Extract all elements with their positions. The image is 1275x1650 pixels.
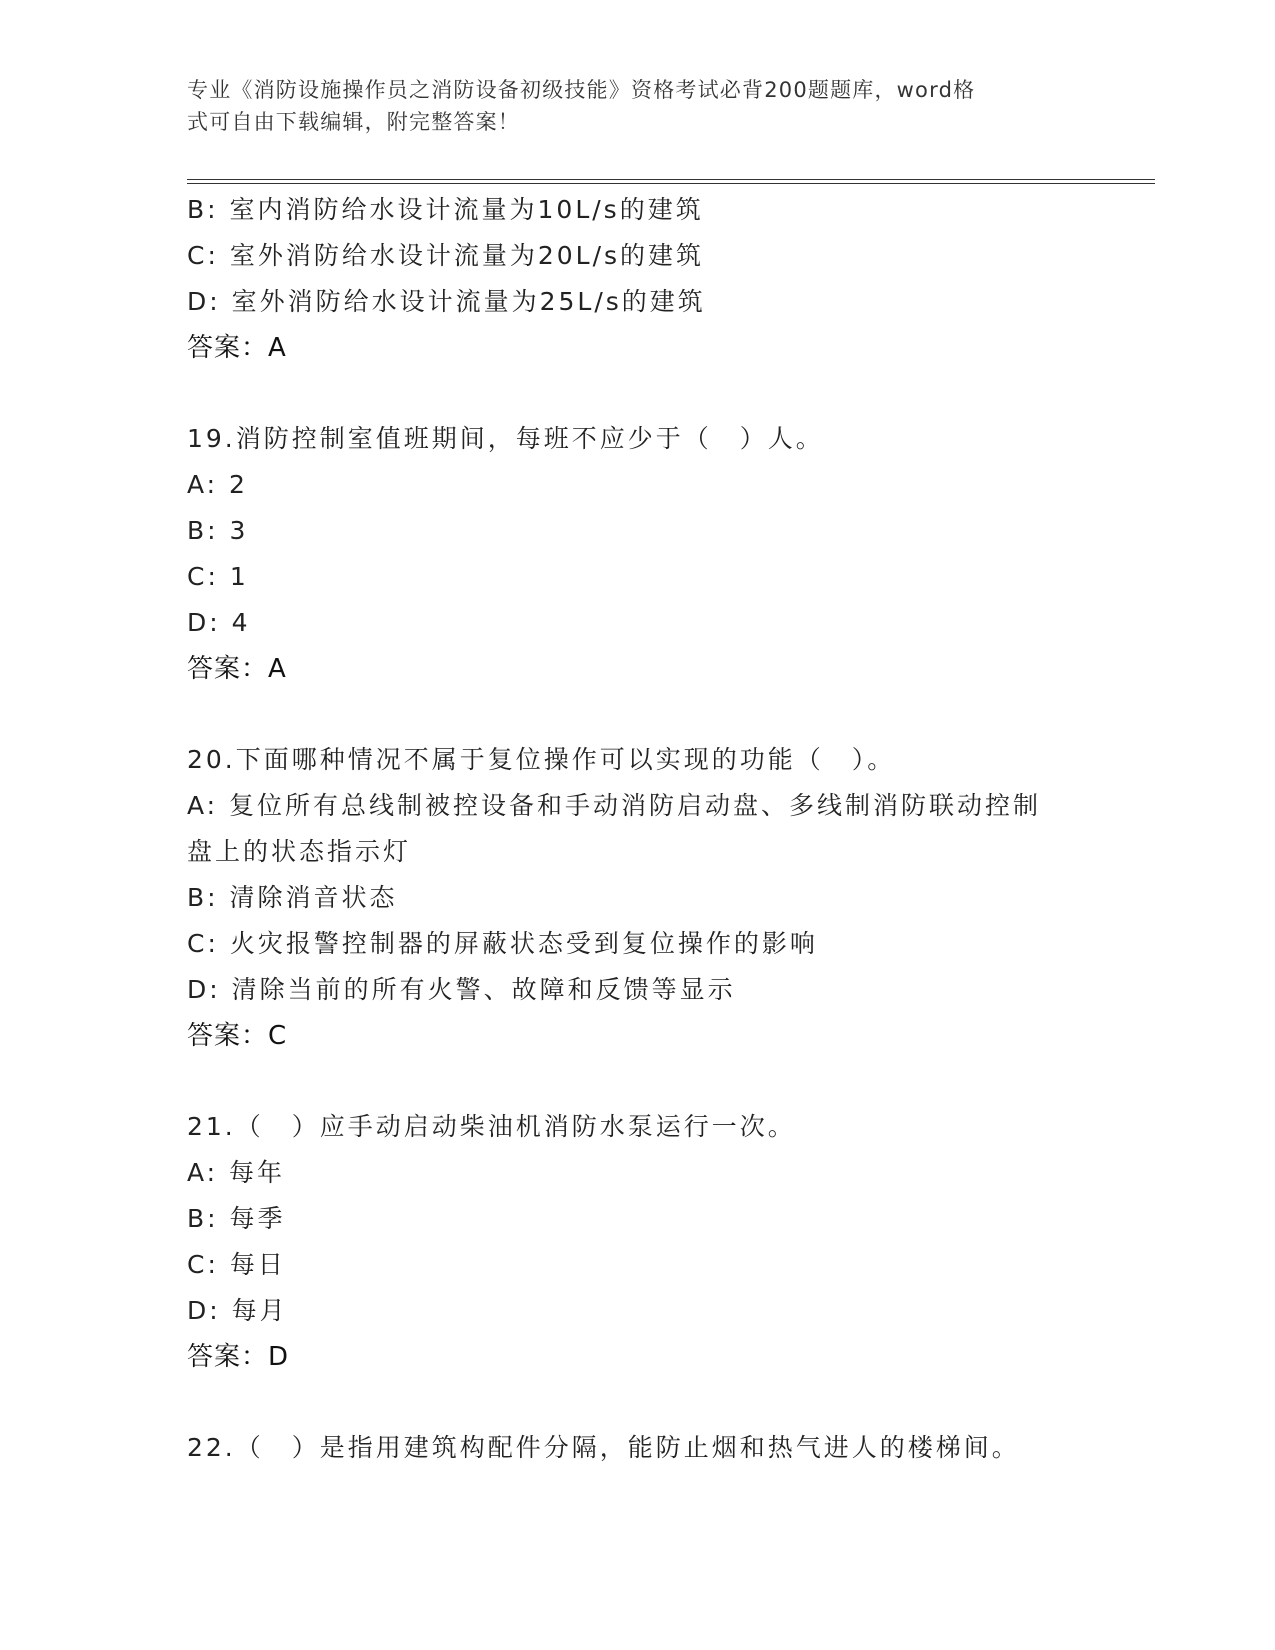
option-c: C: 室外消防给水设计流量为20L/s的建筑 xyxy=(187,241,705,270)
option-b: B: 室内消防给水设计流量为10L/s的建筑 xyxy=(187,195,704,224)
header-rule-bottom xyxy=(187,183,1155,184)
question-stem: 19.消防控制室值班期间，每班不应少于（ ）人。 xyxy=(187,424,824,453)
answer-line: 答案：A xyxy=(187,654,287,684)
option-a: A: 每年 xyxy=(187,1158,286,1187)
option-a: A: 复位所有总线制被控设备和手动消防启动盘、多线制消防联动控制盘上的状态指示灯 xyxy=(187,791,1042,866)
question-20 xyxy=(187,737,1087,1059)
question-19 xyxy=(187,416,1087,692)
header-rule-top xyxy=(187,179,1155,180)
option-c: C: 火灾报警控制器的屏蔽状态受到复位操作的影响 xyxy=(187,929,818,958)
answer-line: 答案：A xyxy=(187,333,287,363)
answer-line: 答案：D xyxy=(187,1342,290,1372)
document-header xyxy=(187,74,1067,138)
option-d: D: 每月 xyxy=(187,1296,288,1325)
option-a: A: 2 xyxy=(187,470,248,499)
question-21 xyxy=(187,1104,1087,1380)
option-d: D: 清除当前的所有火警、故障和反馈等显示 xyxy=(187,975,736,1004)
question-22 xyxy=(187,1425,1087,1471)
question-18-continued xyxy=(187,187,1087,371)
header-line-1: 专业《消防设施操作员之消防设备初级技能》资格考试必背200题题库，word格 xyxy=(187,78,976,102)
question-stem: 22.（ ）是指用建筑构配件分隔，能防止烟和热气进人的楼梯间。 xyxy=(187,1433,1020,1462)
option-c: C: 1 xyxy=(187,562,249,591)
answer-line: 答案：C xyxy=(187,1021,288,1051)
option-d: D: 4 xyxy=(187,608,251,637)
header-line-2: 式可自由下载编辑，附完整答案！ xyxy=(187,110,520,134)
option-c: C: 每日 xyxy=(187,1250,286,1279)
question-stem: 21.（ ）应手动启动柴油机消防水泵运行一次。 xyxy=(187,1112,796,1141)
option-b: B: 每季 xyxy=(187,1204,286,1233)
option-b: B: 清除消音状态 xyxy=(187,883,398,912)
question-list xyxy=(187,187,1087,1471)
question-stem: 20.下面哪种情况不属于复位操作可以实现的功能（ ）。 xyxy=(187,745,896,774)
option-d: D: 室外消防给水设计流量为25L/s的建筑 xyxy=(187,287,706,316)
option-b: B: 3 xyxy=(187,516,249,545)
